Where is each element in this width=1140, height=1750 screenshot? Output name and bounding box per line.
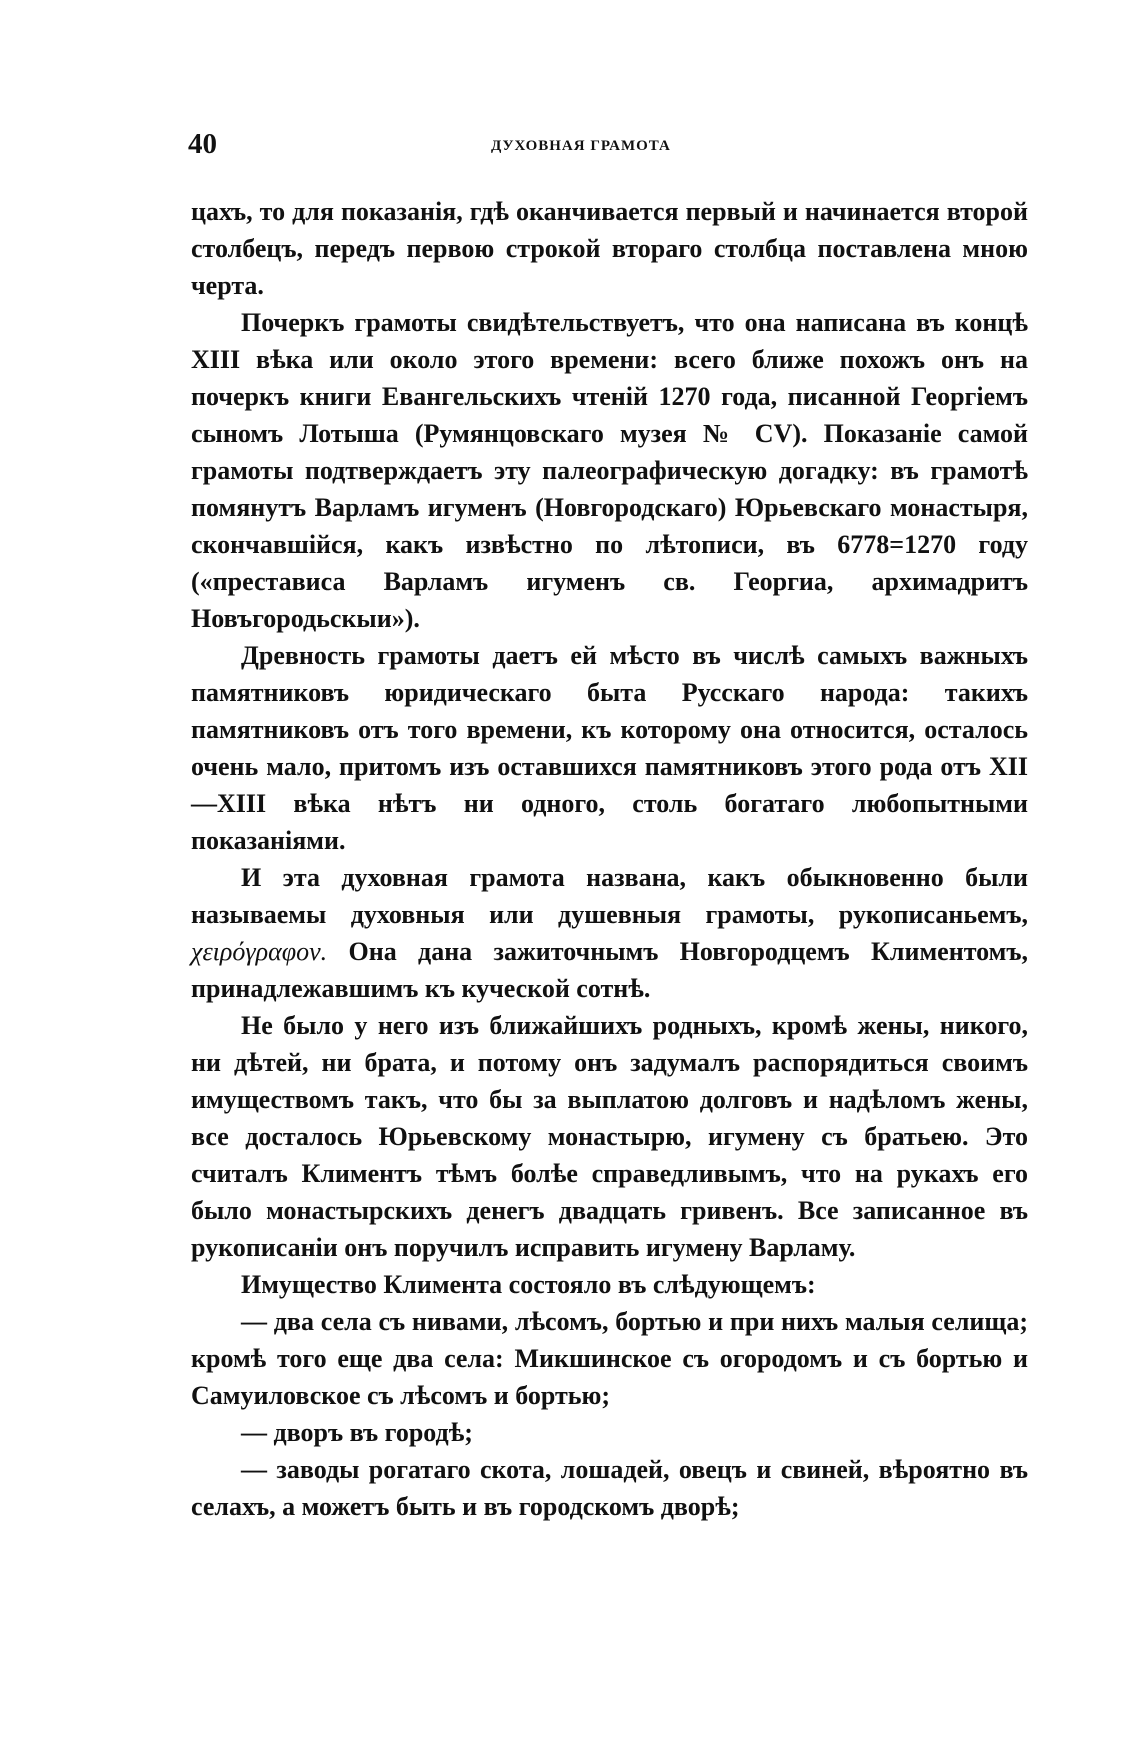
page-body — [191, 193, 1028, 1525]
paragraph-4-text-a: И эта духовная грамота названа, какъ обыкновенно были называемы духовныя или душевныя грамоты, рукописаньемъ, — [191, 863, 1028, 929]
paragraph-4-text-b: Она дана зажиточнымъ Новгородцемъ Климентомъ, принадлежавшимъ къ куческой сотнѣ. — [191, 937, 1028, 1003]
page-number: 40 — [188, 128, 217, 160]
paragraph-1: цахъ, то для показанія, гдѣ оканчивается первый и начинается второй столбецъ, передъ первою строкой втораго столбца поставлена мною черта. — [191, 197, 1028, 300]
list-item: — дворъ въ городѣ; — [241, 1418, 473, 1447]
paragraph-4 — [191, 859, 1028, 1007]
greek-word: χειρόγραφον. — [191, 937, 328, 966]
paragraph-6: Имущество Климента состояло въ слѣдующемъ: — [241, 1270, 816, 1299]
list-item: — два села съ нивами, лѣсомъ, бортью и при нихъ малыя селища; кромѣ того еще два села: Микшинское съ огородомъ и съ бортью и Самуиловское съ лѣсомъ и бортью; — [191, 1307, 1028, 1410]
list-item: — заводы рогатаго скота, лошадей, овецъ и свиней, вѣроятно въ селахъ, а можетъ быть и въ городскомъ дворѣ; — [191, 1455, 1028, 1521]
paragraph-3: Древность грамоты даетъ ей мѣсто въ числѣ самыхъ важныхъ памятниковъ юридическаго быта Русскаго народа: такихъ памятниковъ отъ того времени, къ которому она относится, осталось очень мало, притомъ изъ оставшихся памятниковъ этого рода отъ XII—XIII вѣка нѣтъ ни одного, столь богатаго любопытными показаніями. — [191, 641, 1028, 855]
running-title: ДУХОВНАЯ ГРАМОТА — [491, 138, 671, 154]
paragraph-2: Почеркъ грамоты свидѣтельствуетъ, что она написана въ концѣ XIII вѣка или около этого времени: всего ближе похожъ онъ на почеркъ книги Евангельскихъ чтеній 1270 года, писанной Георгіемъ сыномъ Лотыша (Румянцовскаго музея № CV). Показаніе самой грамоты подтверждаетъ эту палеографическую догадку: въ грамотѣ помянутъ Варламъ игуменъ (Новгородскаго) Юрьевскаго монастыря, скончавшійся, какъ извѣстно по лѣтописи, въ 6778=1270 году («престависа Варламъ игуменъ св. Георгиа, архимадритъ Новъгородьскыи»). — [191, 308, 1028, 633]
paragraph-5: Не было у него изъ ближайшихъ родныхъ, кромѣ жены, никого, ни дѣтей, ни брата, и потому онъ задумалъ распорядиться своимъ имуществомъ такъ, что бы за выплатою долговъ и надѣломъ жены, все досталось Юрьевскому монастырю, игумену съ братьею. Это считалъ Климентъ тѣмъ болѣе справедливымъ, что на рукахъ его было монастырскихъ денегъ двадцать гривенъ. Все записанное въ рукописаніи онъ поручилъ исправить игумену Варламу. — [191, 1011, 1028, 1262]
